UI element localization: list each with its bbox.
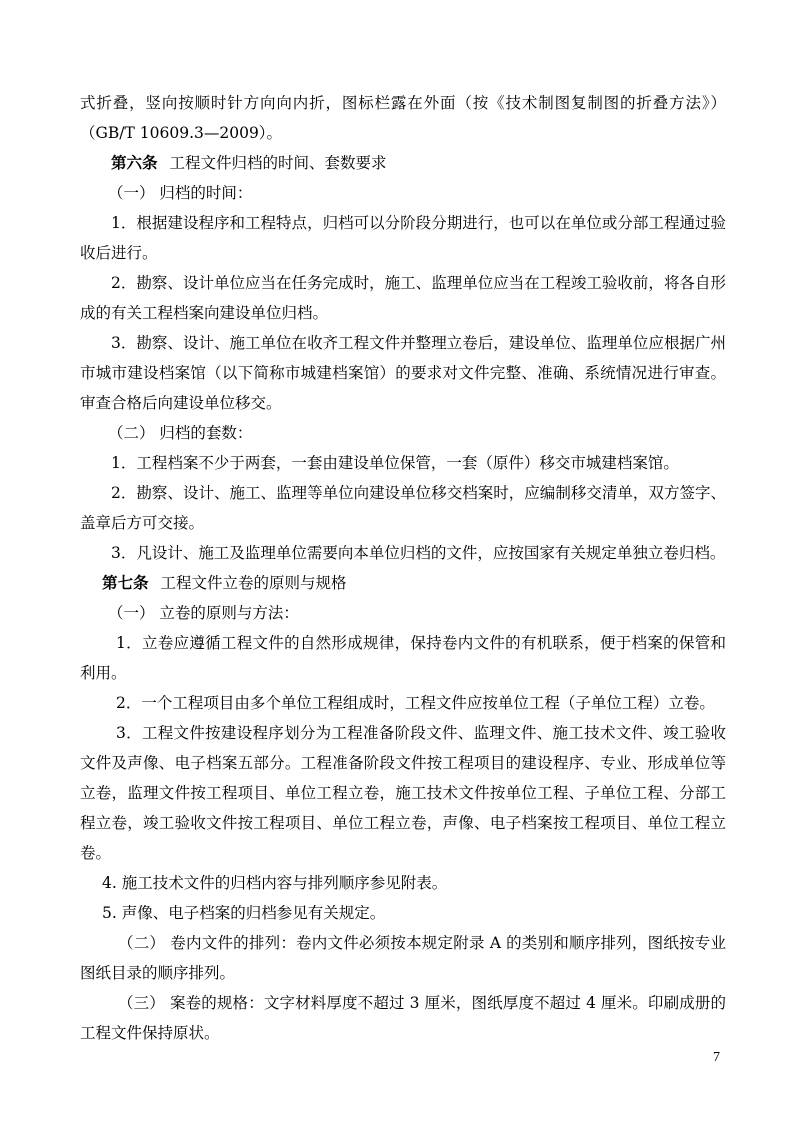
list-item: 1．工程档案不少于两套，一套由建设单位保管，一套（原件）移交市城建档案馆。 bbox=[111, 454, 679, 472]
article-7-heading bbox=[80, 568, 726, 598]
page-number: 7 bbox=[713, 1050, 720, 1065]
section-archive-sets: （二） 归档的套数： bbox=[108, 424, 253, 442]
section-filing-principles: （一） 立卷的原则与方法： bbox=[108, 604, 299, 622]
list-item: 2．一个工程项目由多个单位工程组成时，工程文件应按单位工程（子单位工程）立卷。 bbox=[116, 694, 715, 712]
section-file-order: （二） 卷内文件的排列：卷内文件必须按本规定附录 A 的类别和顺序排列，图纸按专业图纸目录的顺序排列。 bbox=[80, 934, 726, 982]
document-body bbox=[80, 88, 726, 1048]
list-item: 5. 声像、电子档案的归档参见有关规定。 bbox=[102, 904, 386, 922]
list-item: 3．工程文件按建设程序划分为工程准备阶段文件、监理文件、施工技术文件、竣工验收文件及声像、电子档案五部分。工程准备阶段文件按工程项目的建设程序、专业、形成单位等立卷，监理文件按工程项目、单位工程立卷，施工技术文件按单位工程、子单位工程、分部工程立卷，竣工验收文件按工程项目、单位工程立卷，声像、电子档案按工程项目、单位工程立卷。 bbox=[80, 724, 726, 862]
section-file-specs: （三） 案卷的规格：文字材料厚度不超过 3 厘米，图纸厚度不超过 4 厘米。印刷成册的工程文件保持原状。 bbox=[80, 994, 726, 1042]
article-6-title: 工程文件归档的时间、套数要求 bbox=[169, 154, 387, 172]
list-item: 3．凡设计、施工及监理单位需要向本单位归档的文件，应按国家有关规定单独立卷归档。 bbox=[111, 544, 726, 562]
list-item: 1．根据建设程序和工程特点，归档可以分阶段分期进行，也可以在单位或分部工程通过验收后进行。 bbox=[80, 214, 726, 262]
list-item: 2．勘察、设计单位应当在任务完成时，施工、监理单位应当在工程竣工验收前，将各自形成的有关工程档案向建设单位归档。 bbox=[80, 274, 726, 322]
paragraph-continuation: 式折叠，竖向按顺时针方向向内折，图标栏露在外面（按《技术制图复制图的折叠方法》）（GB/T 10609.3—2009）。 bbox=[80, 94, 726, 142]
article-7-title: 工程文件立卷的原则与规格 bbox=[160, 574, 347, 592]
list-item: 3．勘察、设计、施工单位在收齐工程文件并整理立卷后，建设单位、监理单位应根据广州市城市建设档案馆（以下简称市城建档案馆）的要求对文件完整、准确、系统情况进行审查。审查合格后向建设单位移交。 bbox=[80, 334, 726, 412]
list-item: 1．立卷应遵循工程文件的自然形成规律，保持卷内文件的有机联系，便于档案的保管和利用。 bbox=[80, 634, 726, 682]
article-6-label: 第六条 bbox=[111, 153, 158, 172]
article-7-label: 第七条 bbox=[102, 573, 149, 592]
list-item: 4. 施工技术文件的归档内容与排列顺序参见附表。 bbox=[102, 874, 448, 892]
section-archive-time: （一） 归档的时间： bbox=[108, 184, 253, 202]
list-item: 2．勘察、设计、施工、监理等单位向建设单位移交档案时，应编制移交清单，双方签字、盖章后方可交接。 bbox=[80, 484, 726, 532]
article-6-heading bbox=[80, 148, 726, 178]
